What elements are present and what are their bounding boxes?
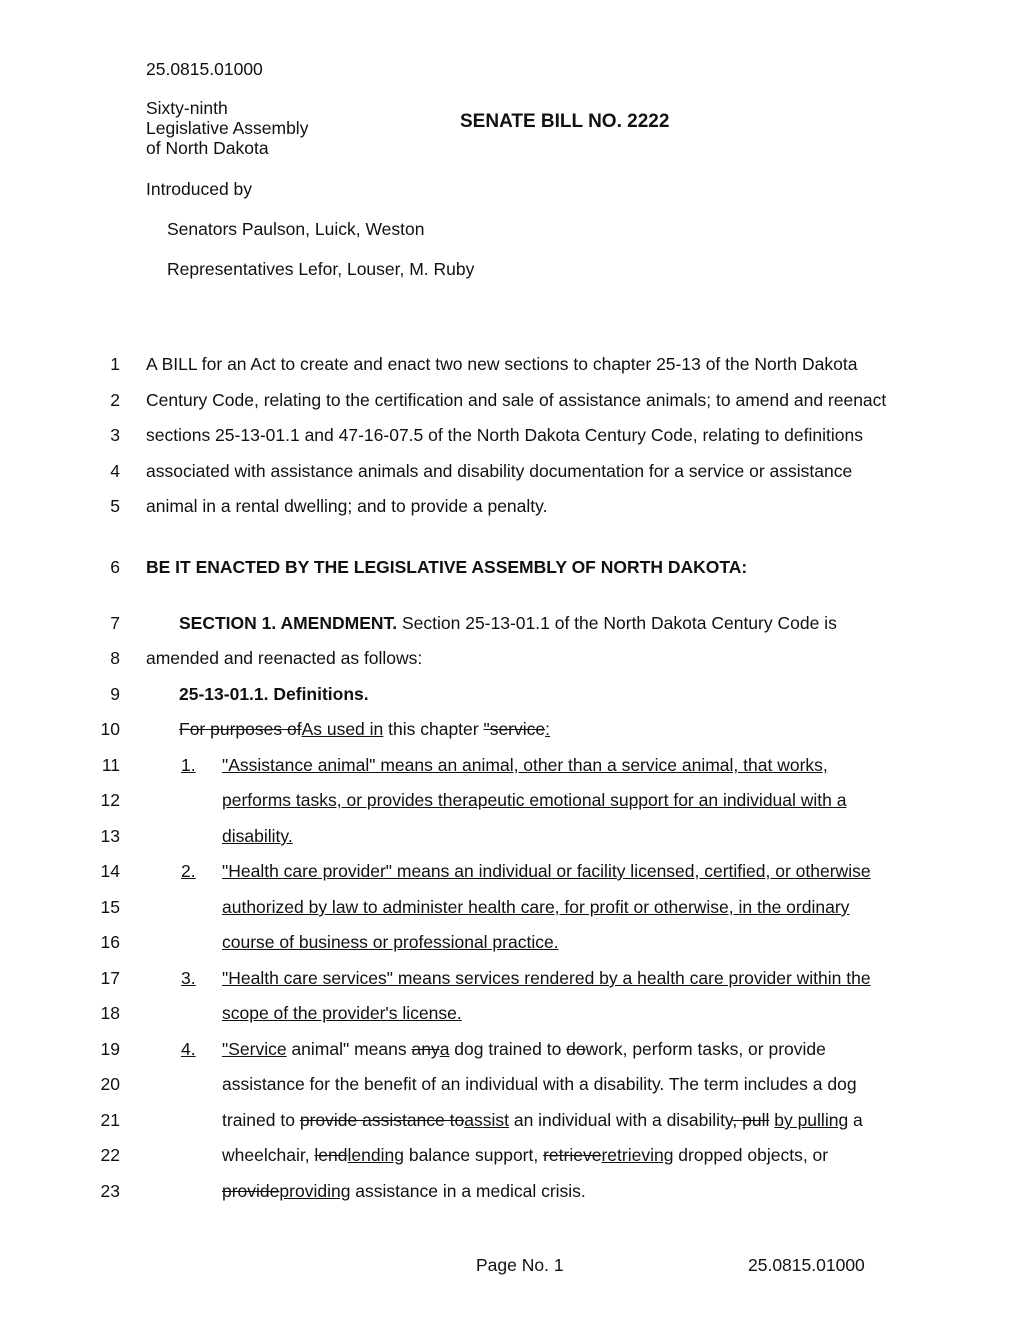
line-number: 3 (110, 425, 120, 445)
inserted-text: assist (464, 1110, 509, 1130)
text-run: this chapter (383, 719, 484, 739)
stricken-text: , pull (732, 1110, 770, 1130)
line-number: 1 (110, 354, 120, 374)
sponsors-senators: Senators Paulson, Luick, Weston (167, 219, 425, 239)
inserted-text: a (439, 1039, 450, 1059)
line-number: 19 (100, 1039, 120, 1059)
bill-text-line (222, 897, 849, 918)
text-run: an individual with a disability (508, 1110, 733, 1130)
bill-text-line (179, 719, 550, 740)
inserted-text: As used in (301, 719, 384, 739)
bill-title: SENATE BILL NO. 2222 (460, 111, 670, 132)
line-number: 13 (100, 826, 120, 846)
inserted-text: performs tasks, or provides therapeutic emotional support for an individual with a (222, 790, 847, 810)
bill-text-line (222, 755, 828, 776)
line-number: 2 (110, 390, 120, 410)
line-number: 17 (100, 968, 120, 988)
bill-text-line (222, 1145, 828, 1166)
bill-text-line (146, 461, 852, 482)
doc-code-bottom: 25.0815.01000 (748, 1255, 865, 1275)
text-run: work, perform tasks, or provide (585, 1039, 826, 1059)
text-run: trained to (222, 1110, 300, 1130)
line-number: 16 (100, 932, 120, 952)
line-number: 12 (100, 790, 120, 810)
inserted-text: disability. (222, 826, 293, 846)
bill-text-line (146, 390, 886, 411)
text-run: animal" means (286, 1039, 412, 1059)
assembly-line-2: Legislative Assembly (146, 118, 309, 138)
line-number: 14 (100, 861, 120, 881)
text-run: A BILL for an Act to create and enact two new sections to chapter 25-13 of the North Dakota (146, 354, 858, 374)
text-run: associated with assistance animals and disability documentation for a service or assistance (146, 461, 853, 481)
stricken-text: provide (222, 1181, 280, 1201)
line-number: 7 (110, 613, 120, 633)
bill-text-line (222, 1039, 826, 1060)
bill-text-line (146, 354, 857, 375)
sponsors-representatives: Representatives Lefor, Louser, M. Ruby (167, 259, 475, 279)
inserted-text: : (545, 719, 551, 739)
doc-code-top: 25.0815.01000 (146, 59, 263, 79)
bill-text-line (179, 613, 837, 634)
text-run: sections 25-13-01.1 and 47-16-07.5 of the North Dakota Century Code, relating to definitions (146, 425, 863, 445)
inserted-text: course of business or professional practice. (222, 932, 559, 952)
line-number: 5 (110, 496, 120, 516)
text-run: Section 25-13-01.1 of the North Dakota Century Code is (397, 613, 837, 633)
text-run: dropped objects, or (673, 1145, 829, 1165)
subsection-number: 4. (181, 1039, 196, 1059)
inserted-text: providing (279, 1181, 351, 1201)
inserted-text: "Health care provider" means an individual or facility licensed, certified, or otherwise (222, 861, 871, 881)
bill-text-line (222, 1181, 586, 1202)
bill-text-line (222, 1003, 462, 1024)
text-run: 25-13-01.1. Definitions. (179, 684, 369, 704)
line-number: 9 (110, 684, 120, 704)
text-run: animal in a rental dwelling; and to provide a penalty. (146, 496, 548, 516)
inserted-text: "Assistance animal" means an animal, other than a service animal, that works, (222, 755, 828, 775)
inserted-text: lending (347, 1145, 404, 1165)
stricken-text: do (566, 1039, 586, 1059)
bill-text-line (222, 932, 559, 953)
inserted-text: retrieving (601, 1145, 674, 1165)
text-run: Century Code, relating to the certification and sale of assistance animals; to amend and reenact (146, 390, 887, 410)
stricken-text: any (411, 1039, 440, 1059)
stricken-text: provide assistance to (299, 1110, 465, 1130)
line-number: 10 (100, 719, 120, 739)
text-run: wheelchair, (222, 1145, 315, 1165)
line-number: 15 (100, 897, 120, 917)
page-number: Page No. 1 (476, 1255, 564, 1275)
bill-text-line (222, 1074, 857, 1095)
bill-text-line (222, 968, 871, 989)
text-run: amended and reenacted as follows: (146, 648, 423, 668)
text-run: BE IT ENACTED BY THE LEGISLATIVE ASSEMBLY OF NORTH DAKOTA: (146, 557, 748, 577)
subsection-number: 1. (181, 755, 196, 775)
line-number: 21 (100, 1110, 120, 1130)
text-run: a (848, 1110, 863, 1130)
text-run: SECTION 1. AMENDMENT. (179, 613, 398, 633)
stricken-text: lend (314, 1145, 348, 1165)
line-number: 8 (110, 648, 120, 668)
bill-text-line (222, 826, 293, 847)
bill-text-line (222, 790, 846, 811)
inserted-text: scope of the provider's license. (222, 1003, 462, 1023)
introduced-by-label: Introduced by (146, 179, 253, 199)
bill-text-line (222, 1110, 863, 1131)
text-run: assistance in a medical crisis. (350, 1181, 586, 1201)
text-run: assistance for the benefit of an individual with a disability. The term includes a dog (222, 1074, 857, 1094)
inserted-text: "Health care services" means services rendered by a health care provider within the (222, 968, 871, 988)
subsection-number: 3. (181, 968, 196, 988)
stricken-text: "service (483, 719, 546, 739)
text-run: balance support, (403, 1145, 544, 1165)
bill-text-line (146, 648, 422, 669)
stricken-text: retrieve (543, 1145, 602, 1165)
bill-text-line (222, 861, 871, 882)
assembly-line-3: of North Dakota (146, 138, 269, 158)
inserted-text: by pulling (774, 1110, 849, 1130)
line-number: 20 (100, 1074, 120, 1094)
line-number: 22 (100, 1145, 120, 1165)
inserted-text: "Service (222, 1039, 287, 1059)
subsection-number: 2. (181, 861, 196, 881)
inserted-text: authorized by law to administer health care, for profit or otherwise, in the ordinary (222, 897, 850, 917)
text-run: dog trained to (449, 1039, 567, 1059)
bill-text-line (146, 557, 747, 578)
line-number: 4 (110, 461, 120, 481)
line-number: 6 (110, 557, 120, 577)
line-number: 11 (101, 755, 120, 775)
line-number: 23 (100, 1181, 120, 1201)
stricken-text: For purposes of (179, 719, 302, 739)
bill-text-line (146, 425, 863, 446)
bill-text-line (179, 684, 369, 705)
line-number: 18 (100, 1003, 120, 1023)
bill-text-line (146, 496, 547, 517)
assembly-line-1: Sixty-ninth (146, 98, 228, 118)
